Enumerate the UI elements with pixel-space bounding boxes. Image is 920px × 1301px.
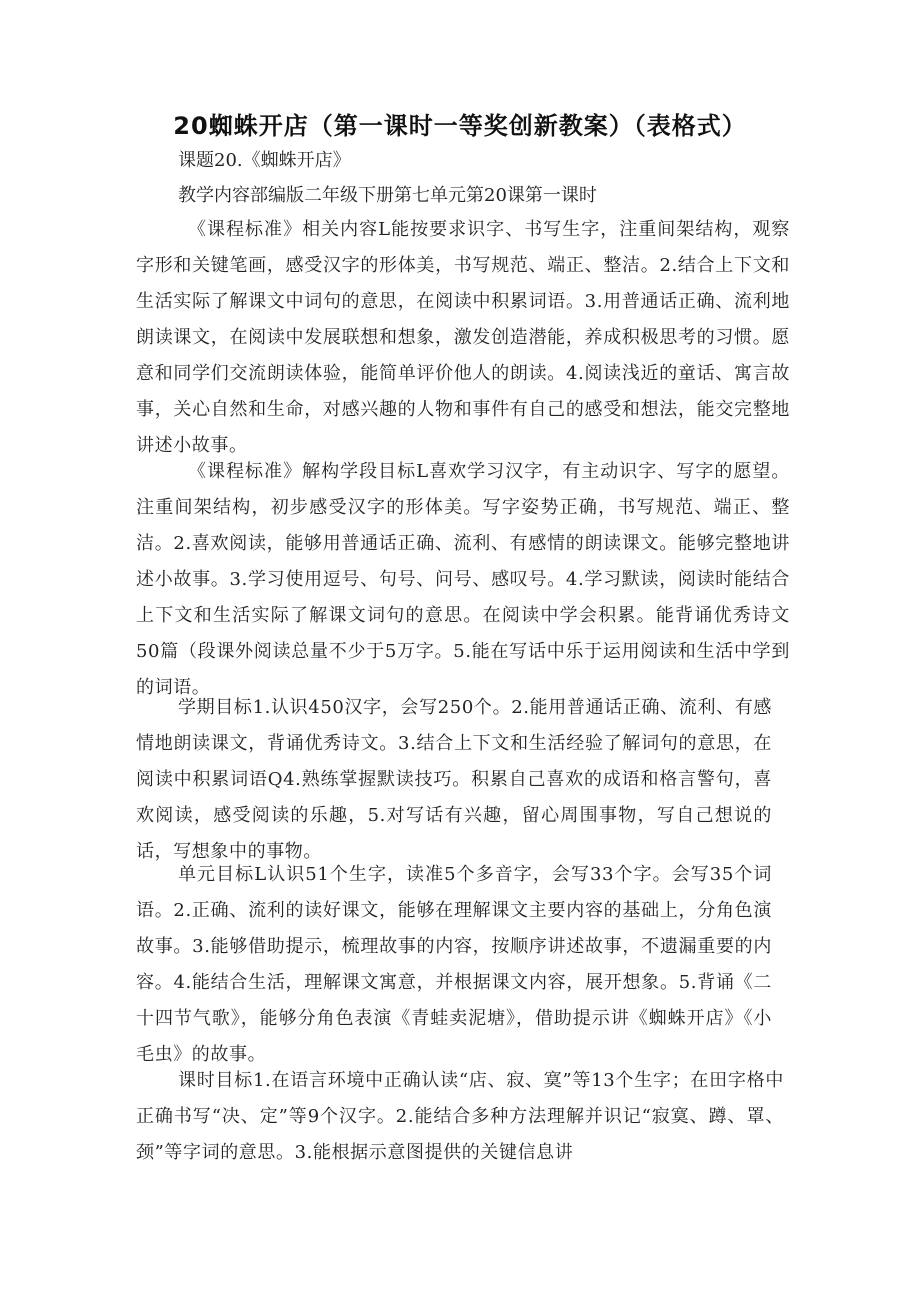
document-title: 20蜘蛛开店（第一课时一等奖创新教案）（表格式） [173, 112, 747, 140]
semester-goals-paragraph: 学期目标1.认识450汉字，会写250个。2.能用普通话正确、流利、有感情地朗读课文，背诵优秀诗文。3.结合上下文和生活经验了解词句的意思，在阅读中积累词语Q4.熟练掌握默读技巧。积累自己喜欢的成语和格言警句，喜欢阅读，感受阅读的乐趣，5.对写话有兴趣，留心周围事物，写自己想说的话，写想象中的事物。 [136, 697, 772, 862]
unit-goals-paragraph: 单元目标L认识51个生字，读准5个多音字，会写33个字。会写35个词语。2.正确、流利的读好课文，能够在理解课文主要内容的基础上，分角色演故事。3.能够借助提示，梳理故事的内容，按顺序讲述故事，不遗漏重要的内容。4.能结合生活，理解课文寓意，并根据课文内容，展开想象。5.背诵《二十四节气歌》，能够分角色表演《青蛙卖泥塘》，借助提示讲《蜘蛛开店》《小毛虫》的故事。 [136, 864, 772, 1065]
topic-line: 课题20.《蜘蛛开店》 [178, 150, 351, 171]
curriculum-standard-paragraph: 《课程标准》相关内容L能按要求识字、书写生字，注重间架结构，观察字形和关键笔画，感受汉字的形体美，书写规范、端正、整洁。2.结合上下文和生活实际了解课文中词句的意思，在阅读中积累词语。3.用普通话正确、流利地朗读课文，在阅读中发展联想和想象，激发创造潜能，养成积极思考的习惯。愿意和同学们交流朗读体验，能简单评价他人的朗读。4.阅读浅近的童话、寓言故事，关心自然和生命，对感兴趣的人物和事件有自己的感受和想法，能交完整地讲述小故事。 [136, 219, 790, 456]
lesson-goals-paragraph: 课时目标1.在语言环境中正确认读“店、寂、寞”等13个生字；在田字格中正确书写“决、定”等9个汉字。2.能结合多种方法理解并识记“寂寞、蹲、罩、颈”等字词的意思。3.能根据示意图提供的关键信息讲 [136, 1070, 784, 1163]
teaching-content-line: 教学内容部编版二年级下册第七单元第20课第一课时 [178, 185, 597, 206]
stage-goals-paragraph: 《课程标准》解构学段目标L喜欢学习汉字，有主动识字、写字的愿望。注重间架结构，初步感受汉字的形体美。写字姿势正确，书写规范、端正、整洁。2.喜欢阅读，能够用普通话正确、流利、有感情的朗读课文。能够完整地讲述小故事。3.学习使用逗号、句号、问号、感叹号。4.学习默读，阅读时能结合上下文和生活实际了解课文词句的意思。在阅读中学会积累。能背诵优秀诗文50篇（段课外阅读总量不少于5万字。5.能在写话中乐于运用阅读和生活中学到的词语。 [136, 461, 790, 698]
